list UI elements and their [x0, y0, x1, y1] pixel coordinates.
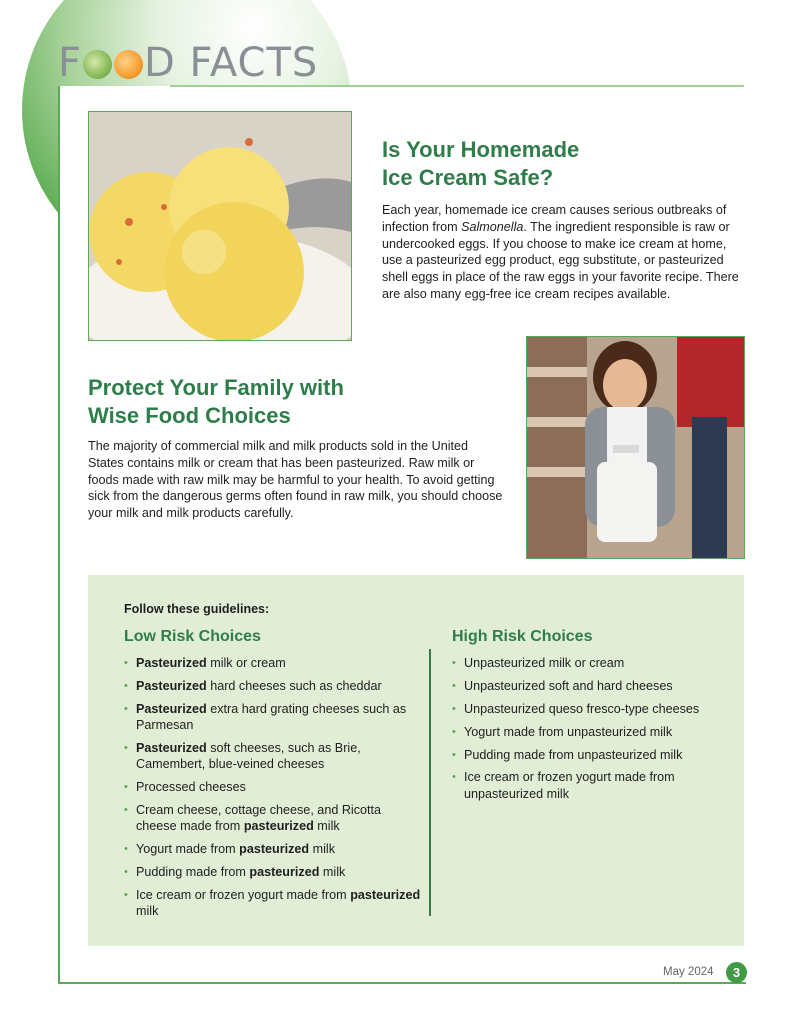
- bold-term: pasteurized: [239, 842, 310, 857]
- salmonella-term: Salmonella: [461, 219, 524, 234]
- list-item: [124, 887, 424, 920]
- item-text: Cream cheese, cottage cheese, and Ricotta cheese made from: [136, 803, 382, 834]
- protect-article-title: [88, 374, 488, 430]
- ice-cream-illustration: [89, 112, 351, 340]
- item-text: hard cheeses such as cheddar: [206, 678, 382, 693]
- list-item: • Unpasteurized queso fresco-type cheeses: [452, 701, 742, 717]
- protect-title-line1: Protect Your Family with: [88, 375, 344, 400]
- guidelines-panel: [88, 575, 744, 946]
- guidelines-title: Follow these guidelines:: [124, 602, 270, 616]
- leaf-logo-icon: [83, 50, 112, 79]
- list-item: [124, 678, 424, 694]
- item-text: Pudding made from: [136, 865, 250, 880]
- item-text: milk or cream: [206, 656, 286, 670]
- icecream-body-before: Each year, homemade ice cream causes serious outbreaks of infection from: [382, 203, 727, 234]
- item-text: soft cheeses, such as Brie, Camembert, blue-veined cheeses: [136, 740, 361, 772]
- column-divider: [429, 649, 431, 916]
- item-tail: milk: [136, 904, 159, 919]
- ice-cream-photo: [88, 111, 352, 341]
- item-text: Ice cream or frozen yogurt made from: [136, 888, 351, 903]
- page-number-badge: 3: [726, 962, 747, 983]
- item-tail: milk: [319, 865, 346, 880]
- low-risk-list: [124, 655, 424, 920]
- icecream-article-body: [382, 202, 744, 303]
- list-item: [124, 779, 424, 795]
- food-facts-logo: [58, 40, 318, 86]
- logo-letter-f: F: [58, 40, 83, 86]
- list-item: • Pudding made from unpasteurized milk: [452, 747, 742, 763]
- list-item: [124, 655, 424, 671]
- list-item: [124, 740, 424, 773]
- bold-term: Pasteurized: [136, 740, 207, 755]
- high-risk-column: [452, 627, 742, 809]
- bold-term: pasteurized: [243, 819, 314, 834]
- list-item: • Unpasteurized soft and hard cheeses: [452, 678, 742, 694]
- footer-date: May 2024: [663, 966, 714, 978]
- item-text: extra hard grating cheeses such as Parmesan: [136, 701, 407, 733]
- list-item: • Yogurt made from unpasteurized milk: [452, 724, 742, 740]
- list-item: [124, 701, 424, 734]
- item-text: Processed cheeses: [136, 780, 246, 795]
- protect-title-line2: Wise Food Choices: [88, 403, 291, 428]
- bold-term: pasteurized: [350, 888, 421, 903]
- icecream-body-after: . The ingredient responsible is raw or undercooked eggs. If you choose to make ice cream at home, use a pasteurized egg product, egg substitute, or pasteurized shell eggs in place of the raw eggs in your favorite recipe. There are also many egg-free ice cream recipes available.: [382, 219, 739, 301]
- list-item: • Ice cream or frozen yogurt made from unpasteurized milk: [452, 769, 742, 802]
- icecream-title-line1: Is Your Homemade: [382, 137, 580, 162]
- protect-article-body: The majority of commercial milk and milk products sold in the United States contains milk or cream that has been pasteurized. Raw milk or foods made with raw milk may be harmful to your health. To avoid getting sick from the dangerous germs often found in raw milk, you should choose your milk and milk products carefully.: [88, 439, 503, 521]
- icecream-article-title: [382, 136, 712, 192]
- list-item: [124, 864, 424, 880]
- low-risk-heading: Low Risk Choices: [124, 628, 261, 645]
- high-risk-heading: High Risk Choices: [452, 628, 593, 645]
- list-item: • Unpasteurized milk or cream: [452, 655, 742, 671]
- high-risk-list: [452, 655, 742, 802]
- item-tail: milk: [309, 842, 336, 857]
- bold-term: Pasteurized: [136, 678, 207, 693]
- item-tail: milk: [313, 819, 340, 834]
- orange-logo-icon: [114, 50, 143, 79]
- bold-term: Pasteurized: [136, 701, 207, 716]
- bold-term: pasteurized: [249, 865, 320, 880]
- logo-text: D FACTS: [144, 40, 319, 86]
- girl-with-milk-photo: [526, 336, 745, 559]
- low-risk-column: [124, 627, 424, 926]
- item-text: Yogurt made from: [136, 842, 240, 857]
- bold-term: Pasteurized: [136, 656, 207, 670]
- icecream-title-line2: Ice Cream Safe?: [382, 165, 554, 190]
- list-item: [124, 841, 424, 857]
- list-item: [124, 802, 424, 835]
- girl-with-milk-illustration: [527, 337, 744, 558]
